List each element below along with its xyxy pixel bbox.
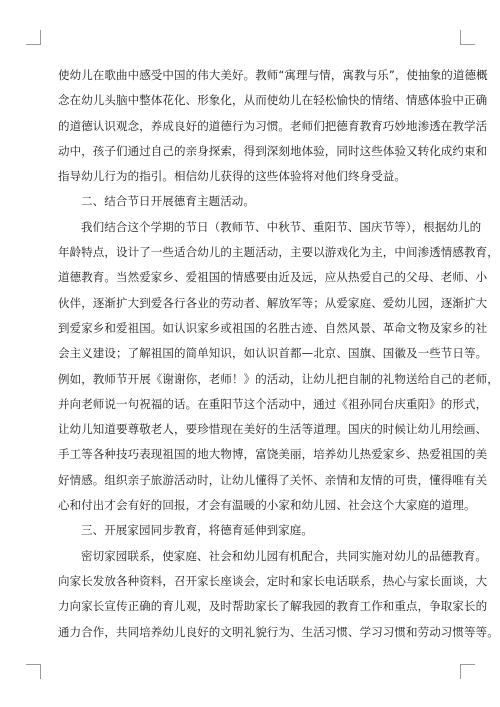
text-line: 年龄特点，设计了一些适合幼儿的主题活动，主要以游戏化为主，中间渗透情感教育， [58,245,499,260]
text-line: 的道德认识观念，养成良好的道德行为习惯。老师们把德育教育巧妙地渗透在教学活 [58,118,488,133]
text-line: 会主义建设；了解祖国的简单知识，如认识首都—北京、国旗、国徽及一些节日等。 [58,346,488,361]
crop-mark-bottom-left [26,664,41,679]
text-line: 密切家园联系，使家庭、社会和幼儿园有机配合，共同实施对幼儿的品德教育。 [81,548,487,563]
text-line: 例如，教师节开展《谢谢你，老师！》的活动，让幼儿把自制的礼物送给自己的老师， [58,371,499,386]
text-line: 心和付出才会有好的回报，才会有温暖的小家和幼儿园、社会这个大家庭的道理。 [58,498,476,513]
crop-mark-bottom-right [460,664,475,679]
text-line: 我们结合这个学期的节日（教师节、中秋节、重阳节、国庆节等），根据幼儿的 [81,219,482,234]
text-line: 道德教育。当然爱家乡、爱祖国的情感要由近及远，应从热爱自己的父母、老师、小 [58,270,488,285]
text-line: 手工等各种技巧表现祖国的地大物博，富饶美丽，培养幼儿热爱家乡、热爱祖国的美 [58,447,488,462]
text-line: 使幼儿在歌曲中感受中国的伟大美好。教师“寓理与情，寓教与乐”，使抽象的道德概 [58,68,488,82]
text-line: 向家长发放各种资料，召开家长座谈会，定时和家长电话联系，热心与家长面谈，大 [58,573,488,588]
text-line: 念在幼儿头脑中整体花化、形象化，从而使幼儿在轻松愉快的情绪、情感体验中正确 [58,93,488,108]
crop-mark-top-left [26,30,41,45]
document-body [58,63,499,645]
text-line: 二、结合节日开展德育主题活动。 [81,194,255,209]
text-line: 指导幼儿行为的指引。相信幼儿获得的这些体验将对他们终身受益。 [58,169,406,184]
text-line: 好情感。组织亲子旅游活动时，让幼儿懂得了关怀、亲情和友情的可贵，懂得唯有关 [58,472,488,487]
text-line: 伙伴，逐渐扩大到爱各行各业的劳动者、解放军等；从爱家庭、爱幼儿园，逐渐扩大 [58,295,488,310]
crop-mark-top-right [460,30,475,45]
text-line: 力向家长宣传正确的育儿观，及时帮助家长了解我园的教育工作和重点，争取家长的 [58,599,488,614]
text-line: 让幼儿知道要尊敬老人，要珍惜现在美好的生活等道理。国庆的时候让幼儿用绘画、 [58,422,488,437]
text-line: 动中，孩子们通过自己的亲身探索，得到深刻地体验，同时这些体验又转化成约束和 [58,143,488,158]
text-line: 到爱家乡和爱祖国。如认识家乡或祖国的名胜古迹、自然风景、革命文物及家乡的社 [58,320,488,335]
text-line: 通力合作，共同培养幼儿良好的文明礼貌行为、生活习惯、学习习惯和劳动习惯等等。 [58,624,499,639]
text-line: 并向老师说一句祝福的话。在重阳节这个活动中，通过《祖孙同台庆重阳》的形式， [58,396,488,411]
text-line: 三、开展家园同步教育，将德育延伸到家庭。 [81,523,313,538]
